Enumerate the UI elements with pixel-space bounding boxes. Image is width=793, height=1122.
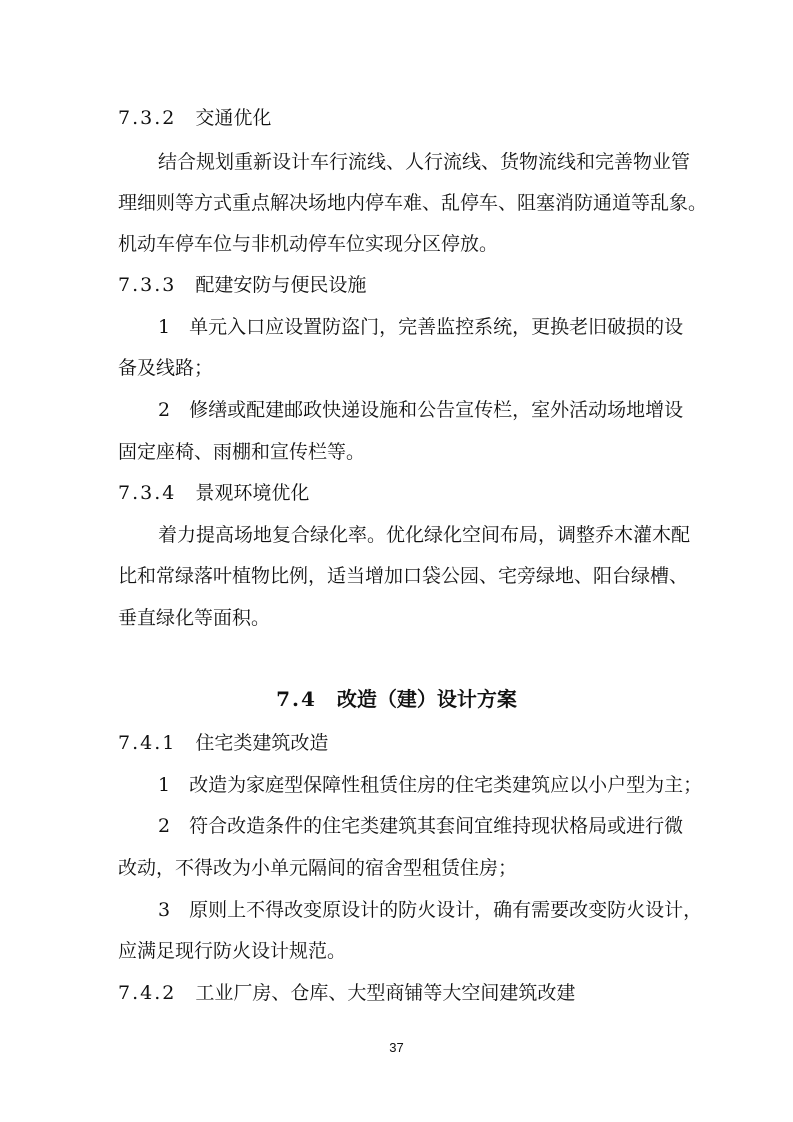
paragraph-line: 2 符合改造条件的住宅类建筑其套间宜维持现状格局或进行微 xyxy=(158,815,684,837)
heading-7-4-1: 7.4.1 住宅类建筑改造 xyxy=(118,732,329,754)
heading-7-3-3: 7.3.3 配建安防与便民设施 xyxy=(118,274,367,296)
paragraph-line: 机动车停车位与非机动停车位实现分区停放。 xyxy=(118,233,499,255)
paragraph-line: 改动，不得改为小单元隔间的宿舍型租赁住房； xyxy=(118,857,518,879)
section-heading-7-4: 7.4 改造（建）设计方案 xyxy=(276,687,517,711)
heading-7-3-4: 7.3.4 景观环境优化 xyxy=(118,482,310,504)
paragraph-line: 1 改造为家庭型保障性租赁住房的住宅类建筑应以小户型为主； xyxy=(158,774,703,796)
paragraph-line: 着力提高场地复合绿化率。优化绿化空间布局，调整乔木灌木配 xyxy=(158,524,691,546)
paragraph-line: 垂直绿化等面积。 xyxy=(118,607,271,629)
paragraph-line: 固定座椅、雨棚和宣传栏等。 xyxy=(118,441,366,463)
heading-7-3-2: 7.3.2 交通优化 xyxy=(118,107,272,129)
paragraph-line: 3 原则上不得改变原设计的防火设计，确有需要改变防火设计， xyxy=(158,899,703,921)
page-number: 37 xyxy=(389,1040,404,1055)
paragraph-line: 应满足现行防火设计规范。 xyxy=(118,940,347,962)
paragraph-line: 比和常绿落叶植物比例，适当增加口袋公园、宅旁绿地、阳台绿槽、 xyxy=(118,565,689,587)
paragraph-line: 备及线路； xyxy=(118,357,214,379)
heading-7-4-2: 7.4.2 工业厂房、仓库、大型商铺等大空间建筑改建 xyxy=(118,982,576,1004)
paragraph-line: 结合规划重新设计车行流线、人行流线、货物流线和完善物业管 xyxy=(158,151,691,173)
paragraph-line: 1 单元入口应设置防盗门，完善监控系统，更换老旧破损的设 xyxy=(158,316,684,338)
paragraph-line: 2 修缮或配建邮政快递设施和公告宣传栏，室外活动场地增设 xyxy=(158,399,684,421)
paragraph-line: 理细则等方式重点解决场地内停车难、乱停车、阻塞消防通道等乱象。 xyxy=(118,192,708,214)
